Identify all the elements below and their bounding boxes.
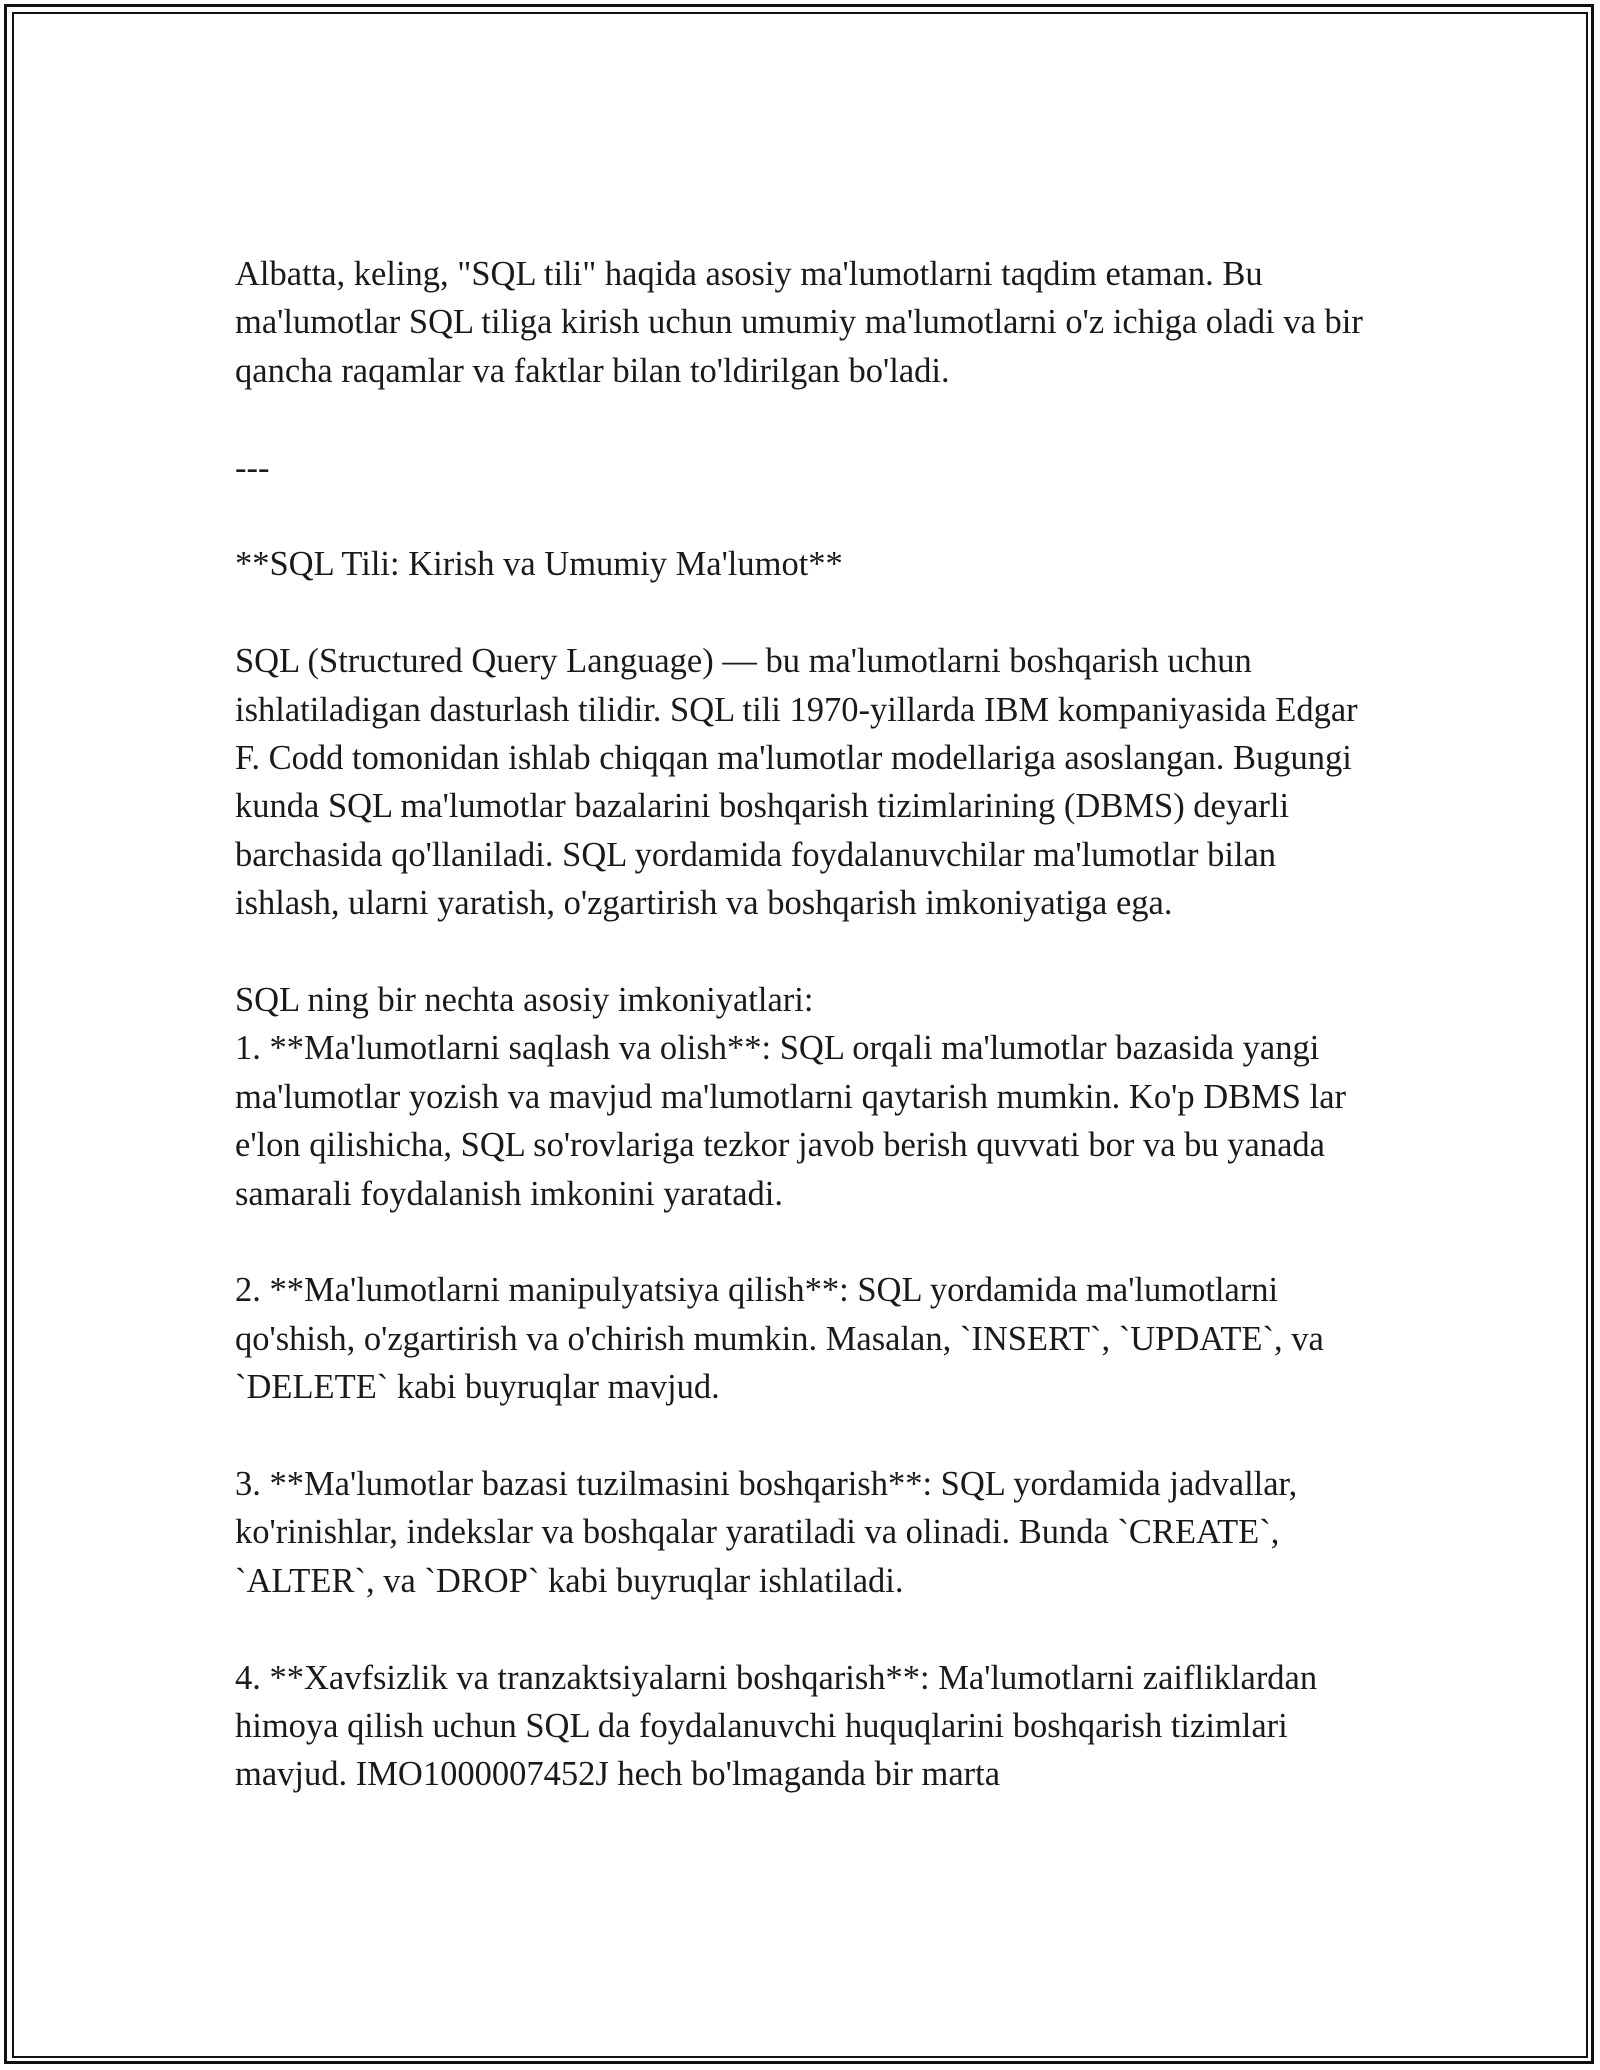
separator-line: --- — [235, 448, 270, 487]
feature-item-1: 1. **Ma'lumotlarni saqlash va olish**: SQL orqali ma'lumotlar bazasida yangi ma'lumotlar yozish va mavjud ma'lumotlarni qaytarish mumkin. Ko'p DBMS lar e'lon qilishicha, SQL so'rovlariga tezkor javob berish quvvati bor va bu yanada samarali foydalanish imkonini yaratadi. — [235, 1029, 1346, 1213]
document-body — [235, 250, 1365, 1799]
feature-item-4: 4. **Xavfsizlik va tranzaktsiyalarni boshqarish**: Ma'lumotlarni zaifliklardan himoya qilish uchun SQL da foydalanuvchi huquqlarini boshqarish tizimlari mavjud. IMO1000007452J hech bo'lmaganda bir marta — [235, 1658, 1318, 1794]
features-intro: SQL ning bir nechta asosiy imkoniyatlari: — [235, 981, 814, 1020]
feature-item-2: 2. **Ma'lumotlarni manipulyatsiya qilish**: SQL yordamida ma'lumotlarni qo'shish, o'zgartirish va o'chirish mumkin. Masalan, `INSERT`, `UPDATE`, va `DELETE` kabi buyruqlar mavjud. — [235, 1271, 1324, 1407]
feature-item-3: 3. **Ma'lumotlar bazasi tuzilmasini boshqarish**: SQL yordamida jadvallar, ko'rinishlar, indekslar va boshqalar yaratiladi va olinadi. Bunda `CREATE`, `ALTER`, va `DROP` kabi buyruqlar ishlatiladi. — [235, 1465, 1298, 1600]
intro-paragraph: Albatta, keling, "SQL tili" haqida asosiy ma'lumotlarni taqdim etaman. Bu ma'lumotlar SQL tiliga kirish uchun umumiy ma'lumotlarni o'z ichiga oladi va bir qancha raqamlar va faktlar bilan to'ldirilgan bo'ladi. — [235, 255, 1363, 390]
section-heading: **SQL Tili: Kirish va Umumiy Ma'lumot** — [235, 545, 843, 584]
overview-paragraph: SQL (Structured Query Language) — bu ma'lumotlarni boshqarish uchun ishlatiladigan dasturlash tilidir. SQL tili 1970-yillarda IBM kompaniyasida Edgar F. Codd tomonidan ishlab chiqqan ma'lumotlar modellariga asoslangan. Bugungi kunda SQL ma'lumotlar bazalarini boshqarish tizimlarining (DBMS) deyarli barchasida qo'llaniladi. SQL yordamida foydalanuvchilar ma'lumotlar bilan ishlash, ularni yaratish, o'zgartirish va boshqarish imkoniyatiga ega. — [235, 642, 1358, 923]
